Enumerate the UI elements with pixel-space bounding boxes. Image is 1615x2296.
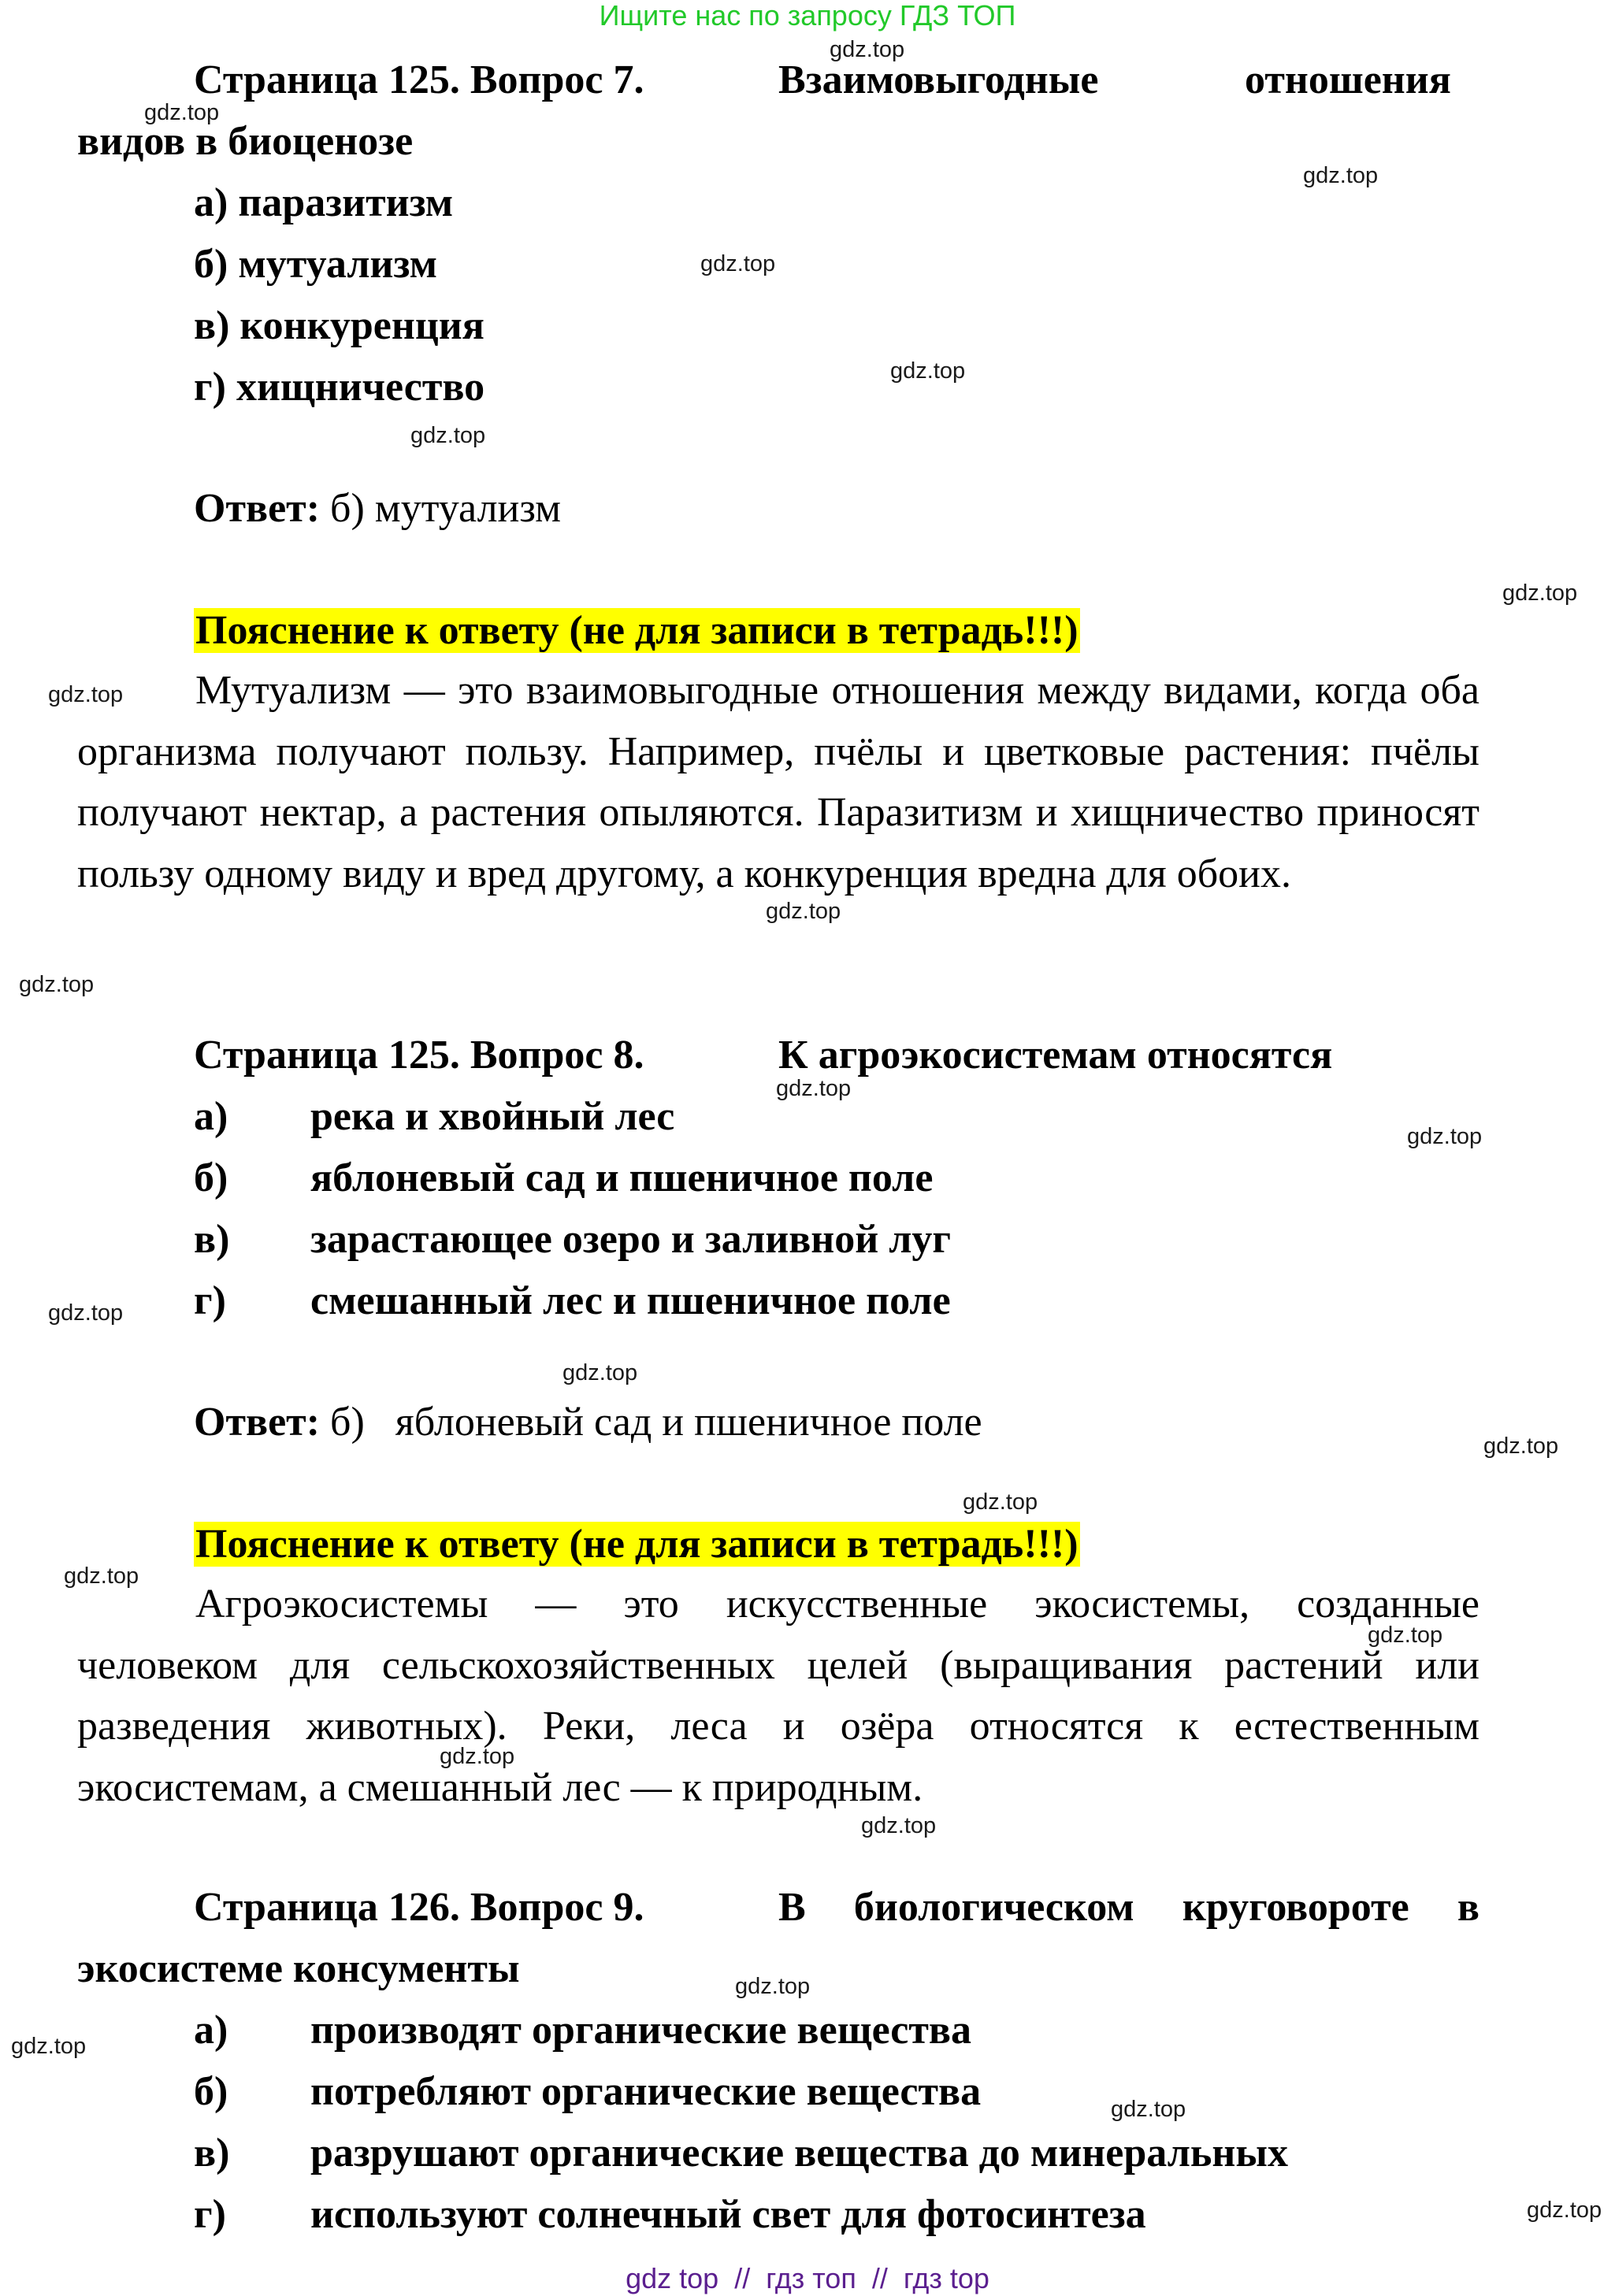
watermark: gdz.top [19, 972, 95, 997]
option-text: разрушают органические вещества до минеральных [310, 2131, 1288, 2175]
title-word: В [778, 1885, 806, 1930]
title-word: в [1457, 1885, 1479, 1930]
q7-option-a [194, 180, 453, 227]
q9-title-line2: экосистеме консументы [77, 1946, 520, 1991]
option-text: мутуализм [238, 242, 438, 287]
watermark: gdz.top [64, 1563, 139, 1589]
watermark: gdz.top [48, 1300, 124, 1326]
watermark: gdz.top [890, 358, 966, 384]
option-text: потребляют органические вещества [310, 2069, 982, 2114]
option-text: смешанный лес и пшеничное поле [310, 1278, 951, 1323]
watermark: gdz.top [410, 423, 486, 448]
q9-option-c [194, 2130, 1288, 2177]
watermark: gdz.top [1303, 163, 1379, 188]
watermark: gdz.top [440, 1744, 515, 1769]
q7-title-word-1: Взаимовыгодные [778, 57, 1099, 102]
watermark: gdz.top [1483, 1434, 1559, 1459]
q9-option-b [194, 2068, 981, 2116]
q7-title-word-2: отношения [1245, 57, 1451, 102]
q8-option-a [194, 1093, 674, 1141]
answer-label: Ответ: [194, 486, 321, 531]
explanation-text: Агроэкосистемы — это искусственные экосистемы, созданные человеком для сельскохозяйственных целей (выращивания растений или разведения животных). Реки, леса и озёра относятся к естественным экосистемам, а смешанный лес — к природным. [77, 1582, 1479, 1810]
watermark: gdz.top [1111, 2097, 1186, 2122]
watermark: gdz.top [1527, 2198, 1602, 2223]
explanation-text: Мутуализм — это взаимовыгодные отношения между видами, когда оба организма получают пользу. Например, пчёлы и цветковые растения: пчёлы получают нектар, а растения опыляются. Паразитизм и хищничество приносят пользу одному виду и вред другому, а конкуренция вредна для обоих. [77, 668, 1479, 896]
q9-page-label: Страница 126. Вопрос 9. [194, 1885, 644, 1930]
q7-page-label: Страница 125. Вопрос 7. [194, 57, 644, 102]
watermark: gdz.top [48, 682, 124, 707]
option-text: яблоневый сад и пшеничное поле [310, 1155, 934, 1200]
option-letter: г) [194, 2192, 226, 2237]
watermark: gdz.top [830, 37, 905, 62]
highlighted-heading: Пояснение к ответу (не для записи в тетрадь!!!) [195, 608, 1079, 653]
watermark: gdz.top [562, 1360, 638, 1385]
q8-option-c [194, 1216, 951, 1263]
q8-page-label: Страница 125. Вопрос 8. [194, 1033, 644, 1078]
option-text: река и хвойный лес [310, 1094, 675, 1139]
q8-explanation [77, 1574, 1479, 1818]
title-word: биологическом [853, 1885, 1134, 1930]
highlighted-heading: Пояснение к ответу (не для записи в тетрадь!!!) [195, 1522, 1079, 1567]
option-text: производят органические вещества [310, 2008, 972, 2053]
q7-option-b [194, 241, 437, 288]
option-text: зарастающее озеро и заливной луг [310, 1217, 952, 1262]
q9-option-a [194, 2007, 971, 2054]
option-text: хищничество [236, 365, 485, 410]
option-text: используют солнечный свет для фотосинтеза [310, 2192, 1146, 2237]
answer-value: б) мутуализм [330, 486, 562, 531]
bottom-banner[interactable]: gdz top // гдз топ // гдз top [626, 2262, 989, 2294]
option-letter: а) [194, 180, 228, 225]
top-banner[interactable]: Ищите нас по запросу ГДЗ ТОП [599, 0, 1016, 32]
q7-option-c [194, 302, 484, 350]
q8-answer [194, 1399, 982, 1446]
q9-title-line1 [778, 1884, 1479, 1931]
watermark: gdz.top [144, 100, 220, 125]
q7-explanation [77, 660, 1479, 904]
option-letter: б) [194, 1155, 228, 1200]
option-letter: в) [194, 303, 230, 348]
q8-option-b [194, 1155, 933, 1202]
option-letter: в) [194, 2131, 230, 2175]
q8-option-d [194, 1278, 951, 1325]
option-letter: г) [194, 1278, 226, 1323]
watermark: gdz.top [861, 1813, 937, 1838]
watermark: gdz.top [766, 899, 841, 924]
option-text: конкуренция [239, 303, 484, 348]
option-letter: б) [194, 2069, 228, 2114]
watermark: gdz.top [700, 251, 776, 276]
watermark: gdz.top [963, 1489, 1038, 1515]
q8-explanation-heading [194, 1520, 1080, 1569]
watermark: gdz.top [776, 1076, 852, 1101]
watermark: gdz.top [1502, 580, 1578, 606]
option-letter: а) [194, 2008, 228, 2053]
watermark: gdz.top [1407, 1124, 1483, 1149]
option-text: паразитизм [238, 180, 454, 225]
q7-explanation-heading [194, 606, 1080, 655]
q7-option-d [194, 364, 484, 411]
q9-option-d [194, 2191, 1146, 2239]
q7-answer [194, 485, 561, 532]
option-letter: а) [194, 1094, 228, 1139]
q7-title-line2: видов в биоценозе [77, 119, 414, 164]
title-word: круговороте [1182, 1885, 1409, 1930]
watermark: gdz.top [735, 1974, 811, 1999]
q8-title: К агроэкосистемам относятся [778, 1033, 1333, 1078]
watermark: gdz.top [1368, 1623, 1443, 1648]
answer-value: б) яблоневый сад и пшеничное поле [330, 1400, 982, 1445]
answer-label: Ответ: [194, 1400, 321, 1445]
watermark: gdz.top [11, 2034, 87, 2059]
option-letter: в) [194, 1217, 230, 1262]
option-letter: б) [194, 242, 228, 287]
option-letter: г) [194, 365, 226, 410]
